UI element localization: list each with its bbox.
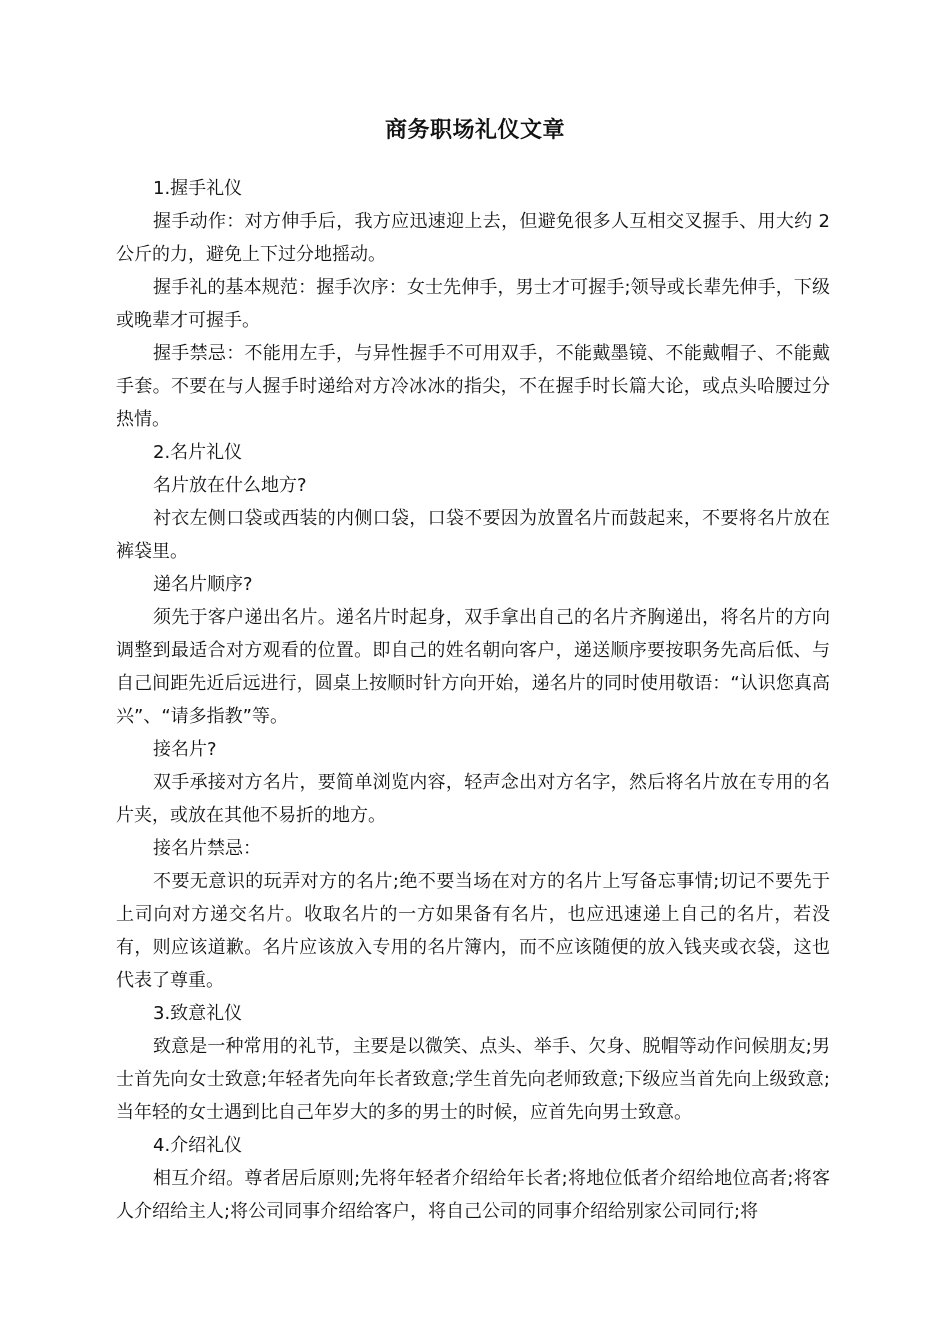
paragraph-handshake-rules: 握手礼的基本规范：握手次序：女士先伸手，男士才可握手;领导或长辈先伸手，下级或晚辈才可握手。 — [116, 277, 830, 331]
paragraph-card-receive: 双手承接对方名片，要简单浏览内容，轻声念出对方名字，然后将名片放在专用的名片夹，或放在其他不易折的地方。 — [116, 772, 830, 826]
paragraph-card-taboos: 不要无意识的玩弄对方的名片;绝不要当场在对方的名片上写备忘事情;切记不要先于上司向对方递交名片。收取名片的一方如果备有名片，也应迅速递上自己的名片，若没有，则应该道歉。名片应该放入专用的名片簿内，而不应该随便的放入钱夹或衣袋，这也代表了尊重。 — [116, 871, 831, 991]
section-heading-introduction: 4.介绍礼仪 — [153, 1135, 243, 1156]
section-heading-business-card: 2.名片礼仪 — [153, 442, 243, 463]
paragraph-introduction: 相互介绍。尊者居后原则;先将年轻者介绍给年长者;将地位低者介绍给地位高者;将客人介绍给主人;将公司同事介绍给客户，将自己公司的同事介绍给别家公司同行;将 — [116, 1168, 830, 1222]
document-body — [116, 172, 830, 1228]
document-title: 商务职场礼仪文章 — [384, 118, 565, 143]
paragraph-card-order: 须先于客户递出名片。递名片时起身，双手拿出自己的名片齐胸递出，将名片的方向调整到最适合对方观看的位置。即自己的姓名朝向客户，递送顺序要按职务先高后低、与自己间距先近后远进行，圆桌上按顺时针方向开始，递名片的同时使用敬语：“认识您真高兴”、“请多指教”等。 — [116, 607, 830, 727]
paragraph-card-taboo-heading: 接名片禁忌： — [153, 838, 261, 859]
section-heading-handshake: 1.握手礼仪 — [153, 178, 243, 199]
section-heading-greeting: 3.致意礼仪 — [153, 1003, 243, 1024]
paragraph-greeting: 致意是一种常用的礼节，主要是以微笑、点头、举手、欠身、脱帽等动作问候朋友;男士首先向女士致意;年轻者先向年长者致意;学生首先向老师致意;下级应当首先向上级致意;当年轻的女士遇到比自己年岁大的多的男士的时候，应首先向男士致意。 — [116, 1036, 830, 1123]
paragraph-card-question-where: 名片放在什么地方? — [153, 475, 307, 496]
paragraph-card-question-receive: 接名片? — [153, 739, 217, 760]
paragraph-card-where: 衬衣左侧口袋或西装的内侧口袋，口袋不要因为放置名片而鼓起来，不要将名片放在裤袋里。 — [116, 508, 830, 562]
paragraph-handshake-action: 握手动作：对方伸手后，我方应迅速迎上去，但避免很多人互相交叉握手、用大约 2 公斤的力，避免上下过分地摇动。 — [116, 211, 830, 265]
paragraph-handshake-taboos: 握手禁忌：不能用左手，与异性握手不可用双手，不能戴墨镜、不能戴帽子、不能戴手套。不要在与人握手时递给对方冷冰冰的指尖，不在握手时长篇大论，或点头哈腰过分热情。 — [116, 343, 830, 430]
paragraph-card-question-order: 递名片顺序? — [153, 574, 253, 595]
